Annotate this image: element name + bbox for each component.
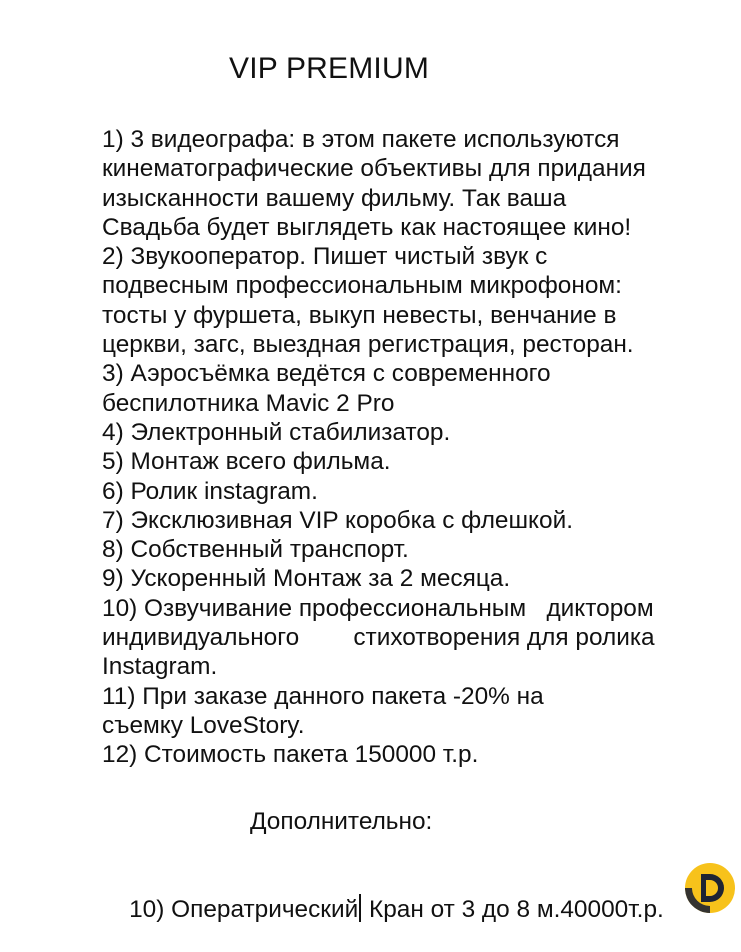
document-title: VIP PREMIUM	[229, 52, 430, 85]
text-line: беспилотника Mavic 2 Pro	[102, 389, 395, 417]
text-line: индивидуального стихотворения для ролика	[102, 624, 655, 652]
text-line: съемку LoveStory.	[102, 711, 305, 739]
additional-item[interactable]	[102, 866, 664, 952]
text-line: 2) Звукооператор. Пишет чистый звук с	[102, 243, 548, 271]
package-description	[102, 125, 732, 770]
text-line: 8) Собственный транспорт.	[102, 536, 409, 564]
text-line: тосты у фуршета, выкуп невесты, венчание в	[102, 301, 617, 329]
text-line: изысканности вашему фильму. Так ваша	[102, 184, 567, 212]
additional-item-start: 10) Оператрический	[129, 896, 359, 923]
text-line: Свадьба будет выглядеть как настоящее кино!	[102, 213, 632, 241]
text-line: 6) Ролик instagram.	[102, 477, 318, 505]
text-line: 12) Стоимость пакета 150000 т.р.	[102, 741, 479, 769]
text-line: 9) Ускоренный Монтаж за 2 месяца.	[102, 565, 511, 593]
text-line: 11) При заказе данного пакета -20% на	[102, 682, 544, 710]
additional-heading: Дополнительно:	[250, 808, 433, 835]
additional-item-end: Кран от 3 до 8 м.40000т.р.	[362, 896, 664, 923]
text-line: 1) 3 видеографа: в этом пакете используются	[102, 126, 620, 153]
text-line: подвесным профессиональным микрофоном:	[102, 272, 622, 300]
text-line: кинематографические объективы для придания	[102, 155, 646, 183]
brand-logo-icon	[683, 860, 737, 916]
text-line: 7) Эксклюзивная VIP коробка с флешкой.	[102, 506, 573, 534]
text-line: 5) Монтаж всего фильма.	[102, 448, 391, 476]
text-line: 4) Электронный стабилизатор.	[102, 418, 451, 446]
text-line: 10) Озвучивание профессиональным диктором	[102, 594, 654, 622]
text-line: церкви, загс, выездная регистрация, ресторан.	[102, 331, 634, 359]
text-cursor	[359, 894, 361, 922]
text-line: Instagram.	[102, 653, 218, 681]
text-line: 3) Аэросъёмка ведётся с современного	[102, 360, 551, 388]
